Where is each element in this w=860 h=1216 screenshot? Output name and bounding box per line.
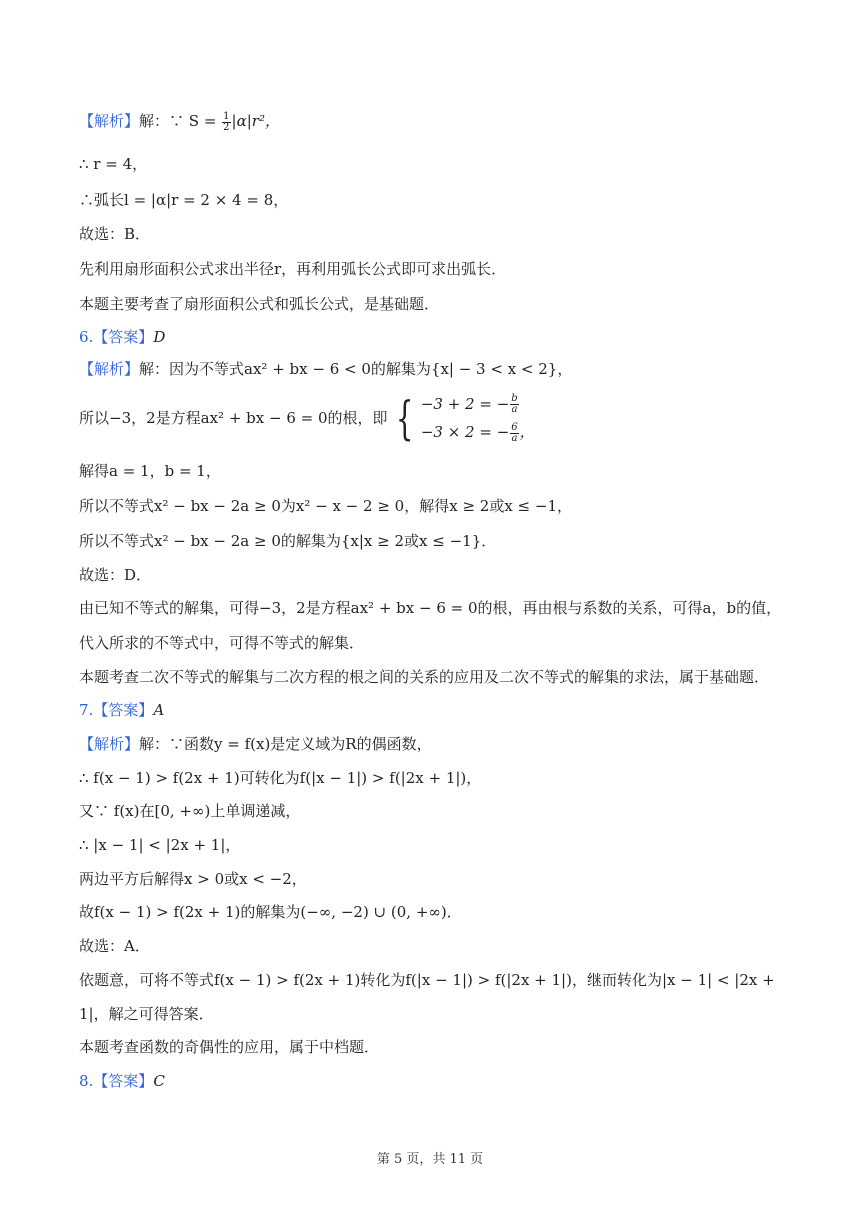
text: 解：因为不等式ax² + bx − 6 < 0的解集为{x| − 3 < x < 2}， [139,360,573,378]
q7-method-line-2: 1|，解之可得答案． [79,1005,214,1023]
q7-analysis-line-3: 又∵ f(x)在[0, +∞)上单调递减， [79,802,301,820]
fraction: $\frac{1}{2}$ [223,110,230,133]
q6-analysis-line-6: 故选：D． [79,566,152,584]
q6-method-line-1: 由已知不等式的解集，可得−3，2是方程ax² + bx − 6 = 0的根，再由根与系数的关系，可得a，b的值， [79,599,782,617]
q7-analysis-line-6: 故f(x − 1) > f(2x + 1)的解集为(−∞, −2) ∪ (0, +∞)． [79,903,462,921]
q6-analysis-line-1 [79,358,800,380]
q6-summary-line: 本题考查二次不等式的解集与二次方程的根之间的关系的应用及二次不等式的解集的求法，属于基础题． [79,668,770,686]
answer-value: C [153,1072,165,1090]
q6-analysis-line-5: 所以不等式x² − bx − 2a ≥ 0的解集为{x|x ≥ 2或x ≤ −1}． [79,532,497,550]
fraction: $\frac{6}{a}$ [511,421,518,444]
q5-analysis-line-4: 故选：B． [79,225,151,243]
equation-1: −3 + 2 = − $\frac{b}{a}$ [420,393,518,415]
equation-system [421,393,535,444]
answer-label: 6.【答案】 [79,328,154,346]
analysis-tag: 【解析】 [79,112,140,130]
formula: |α|r²， [231,112,280,130]
q6-analysis-line-3: 解得a = 1，b = 1， [79,462,221,480]
q6-analysis-line-4: 所以不等式x² − bx − 2a ≥ 0为x² − x − 2 ≥ 0，解得x ≥ 2或x ≤ −1， [79,497,572,515]
analysis-tag: 【解析】 [79,360,140,378]
q8-answer-line [79,1070,800,1092]
q5-method-line: 先利用扇形面积公式求出半径r，再利用弧长公式即可求出弧长． [79,260,507,278]
q7-analysis-line-5: 两边平方后解得x > 0或x < −2， [79,870,307,888]
q6-answer-line [79,326,800,348]
answer-value: A [153,701,165,719]
q7-analysis-line-2: ∴ f(x − 1) > f(2x + 1)可转化为f(|x − 1|) > f(|2x + 1|)， [79,769,482,787]
page-footer: 第 5 页，共 11 页 [376,1152,484,1167]
answer-label: 8.【答案】 [79,1072,154,1090]
q7-method-line-1: 依题意，可将不等式f(x − 1) > f(2x + 1)转化为f(|x − 1|) > f(|2x + 1|)，继而转化为|x − 1| < |2x + [79,971,775,989]
text: 解：∵ S = [139,112,222,130]
text: 解：∵函数y = f(x)是定义域为R的偶函数， [139,735,432,753]
text: 所以−3，2是方程ax² + bx − 6 = 0的根，即 [79,409,388,427]
answer-value: D [153,328,166,346]
q7-analysis-line-7: 故选：A． [79,937,150,955]
q7-answer-line [79,699,800,721]
q5-analysis-line-3: ∴弧长l = |α|r = 2 × 4 = 8， [79,191,289,209]
equation-2: −3 × 2 = − $\frac{6}{a}$ ， [420,421,535,444]
q7-analysis-line-1 [79,733,800,755]
q5-summary-line: 本题主要考查了扇形面积公式和弧长公式，是基础题． [79,295,440,313]
q5-analysis-line-1 [79,110,800,133]
q6-method-line-2: 代入所求的不等式中，可得不等式的解集． [79,634,365,652]
q5-analysis-line-2: ∴ r = 4， [79,155,148,173]
analysis-tag: 【解析】 [79,735,140,753]
q7-analysis-line-4: ∴ |x − 1| < |2x + 1|， [79,836,241,854]
system-brace: { [395,391,413,445]
q7-summary-line: 本题考查函数的奇偶性的应用，属于中档题． [79,1038,380,1056]
q6-analysis-line-2 [79,383,535,453]
answer-label: 7.【答案】 [79,701,154,719]
fraction: $\frac{b}{a}$ [511,393,518,415]
